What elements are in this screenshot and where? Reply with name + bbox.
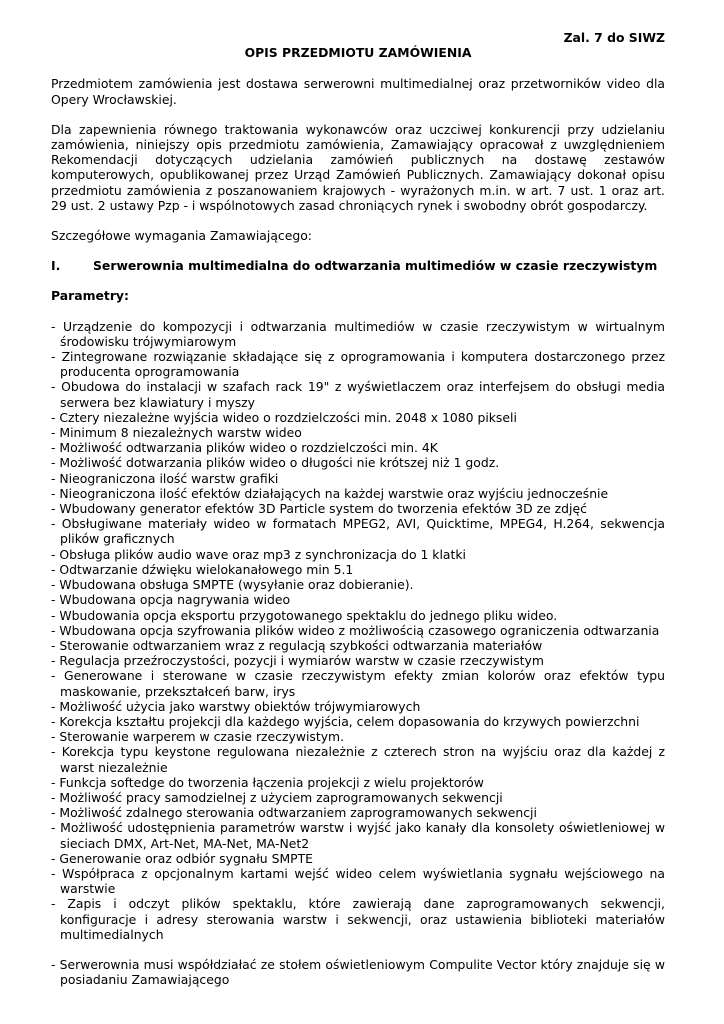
requirement-item: - Sterowanie warperem w czasie rzeczywistym.: [51, 729, 345, 745]
requirement-item: - Możliwość udostępnienia parametrów warstw i wyjść jako kanały dla konsolety oświetleniowej w sieciach DMX, Art-Net, MA-Net, MA-Net2: [51, 820, 665, 851]
requirement-item: - Generowane i sterowane w czasie rzeczywistym efekty zmian kolorów oraz efektów typu maskowanie, przekształceń barw, irys: [51, 668, 665, 699]
section-heading: [51, 258, 665, 273]
requirement-item: - Cztery niezależne wyjścia wideo o rozdzielczości min. 2048 x 1080 pikseli: [51, 409, 517, 425]
requirement-item: - Nieograniczona ilość efektów działających na każdej warstwie oraz wyjściu jednocześnie: [51, 485, 609, 501]
document-page: [51, 30, 665, 987]
requirement-item: - Serwerownia musi współdziałać ze stołem oświetleniowym Compulite Vector który znajduje się w posiadaniu Zamawiającego: [51, 956, 665, 988]
requirement-item: - Wbudowania opcja eksportu przygotowanego spektaklu do jednego pliku wideo.: [51, 607, 558, 623]
requirement-item: - Minimum 8 niezależnych warstw wideo: [51, 425, 302, 441]
requirement-item: - Odtwarzanie dźwięku wielokanałowego min 5.1: [51, 561, 354, 577]
requirement-item: - Generowanie oraz odbiór sygnału SMPTE: [51, 850, 314, 866]
section-number: I.: [51, 258, 61, 274]
section-title: Serwerownia multimedialna do odtwarzania multimediów w czasie rzeczywistym: [93, 258, 658, 274]
requirement-item: - Zapis i odczyt plików spektaklu, które zawierają dane zaprogramowanych sekwencji, konfiguracje i adresy sterowania warstw i sekwencji, oraz ustawienia biblioteki materiałów multimedialnych: [51, 896, 665, 942]
annex-label: Zal. 7 do SIWZ: [563, 30, 665, 45]
requirements-list: [51, 319, 665, 988]
requirement-item: - Możliwość użycia jako warstwy obiektów trójwymiarowych: [51, 698, 421, 714]
requirements-intro: Szczegółowe wymagania Zamawiającego:: [51, 228, 312, 244]
parameters-heading: Parametry:: [51, 288, 129, 304]
requirement-item: - Nieograniczona ilość warstw grafiki: [51, 470, 279, 486]
requirement-item: - Sterowanie odtwarzaniem wraz z regulacją szybkości odtwarzania materiałów: [51, 637, 543, 653]
intro-paragraph: Przedmiotem zamówienia jest dostawa serwerowni multimedialnej oraz przetworników video dla Opery Wrocławskiej.: [51, 76, 665, 107]
requirement-item: - Wbudowana opcja szyfrowania plików wideo z możliwością czasowego ograniczenia odtwarzania: [51, 622, 660, 638]
requirement-item: - Możliwość pracy samodzielnej z użyciem zaprogramowanych sekwencji: [51, 789, 503, 805]
requirement-item: - Obudowa do instalacji w szafach rack 19" z wyświetlaczem oraz interfejsem do obsługi media serwera bez klawiatury i myszy: [51, 379, 665, 410]
fair-competition-paragraph: Dla zapewnienia równego traktowania wykonawców oraz uczciwej konkurencji przy udzielaniu zamówienia, niniejszy opis przedmiotu zamówienia, Zamawiający opracował z uwzględnieniem Rekomendacji dotyczących udzielania zamówień publicznych na dostawę zestawów komputerowych, opublikowanej przez Urząd Zamówień Publicznych. Zamawiający dokonał opisu przedmiotu zamówienia z poszanowaniem krajowych - wyrażonych m.in. w art. 7 ust. 1 oraz art. 29 ust. 2 ustawy Pzp - i wspólnotowych zasad chroniących rynek i swobodny obrót gospodarczy.: [51, 121, 665, 213]
requirement-item: - Wbudowana obsługa SMPTE (wysyłanie oraz dobieranie).: [51, 577, 414, 593]
requirement-item: - Regulacja przeźroczystości, pozycji i wymiarów warstw w czasie rzeczywistym: [51, 653, 544, 669]
requirement-item: - Możliwość dotwarzania plików wideo o długości nie krótszej niż 1 godz.: [51, 455, 500, 471]
document-title: OPIS PRZEDMIOTU ZAMÓWIENIA: [244, 45, 472, 61]
requirement-item: - Możliwość odtwarzania plików wideo o rozdzielczości min. 4K: [51, 440, 438, 456]
requirement-item: - Wbudowany generator efektów 3D Particle system do tworzenia efektów 3D ze zdjęć: [51, 501, 587, 517]
requirement-item: - Korekcja kształtu projekcji dla każdego wyjścia, celem dopasowania do krzywych powierzchni: [51, 713, 640, 729]
requirement-item: - Korekcja typu keystone regulowana niezależnie z czterech stron na wyjściu oraz dla każdej z warst niezależnie: [51, 744, 665, 775]
requirement-item: - Obsługiwane materiały wideo w formatach MPEG2, AVI, Quicktime, MPEG4, H.264, sekwencja plików graficznych: [51, 516, 665, 547]
requirement-item: - Zintegrowane rozwiązanie składające się z oprogramowania i komputera dostarczonego przez producenta oprogramowania: [51, 349, 665, 380]
requirement-item: - Funkcja softedge do tworzenia łączenia projekcji z wielu projektorów: [51, 774, 484, 790]
requirement-item: - Możliwość zdalnego sterowania odtwarzaniem zaprogramowanych sekwencji: [51, 805, 537, 821]
requirement-item: - Obsługa plików audio wave oraz mp3 z synchronizacja do 1 klatki: [51, 546, 466, 562]
requirement-item: - Urządzenie do kompozycji i odtwarzania multimediów w czasie rzeczywistym w wirtualnym środowisku trójwymiarowym: [51, 318, 665, 349]
requirement-item: - Wbudowana opcja nagrywania wideo: [51, 592, 291, 608]
requirement-item: - Współpraca z opcjonalnym kartami wejść wideo celem wyświetlania sygnału wejściowego na warstwie: [51, 865, 665, 897]
